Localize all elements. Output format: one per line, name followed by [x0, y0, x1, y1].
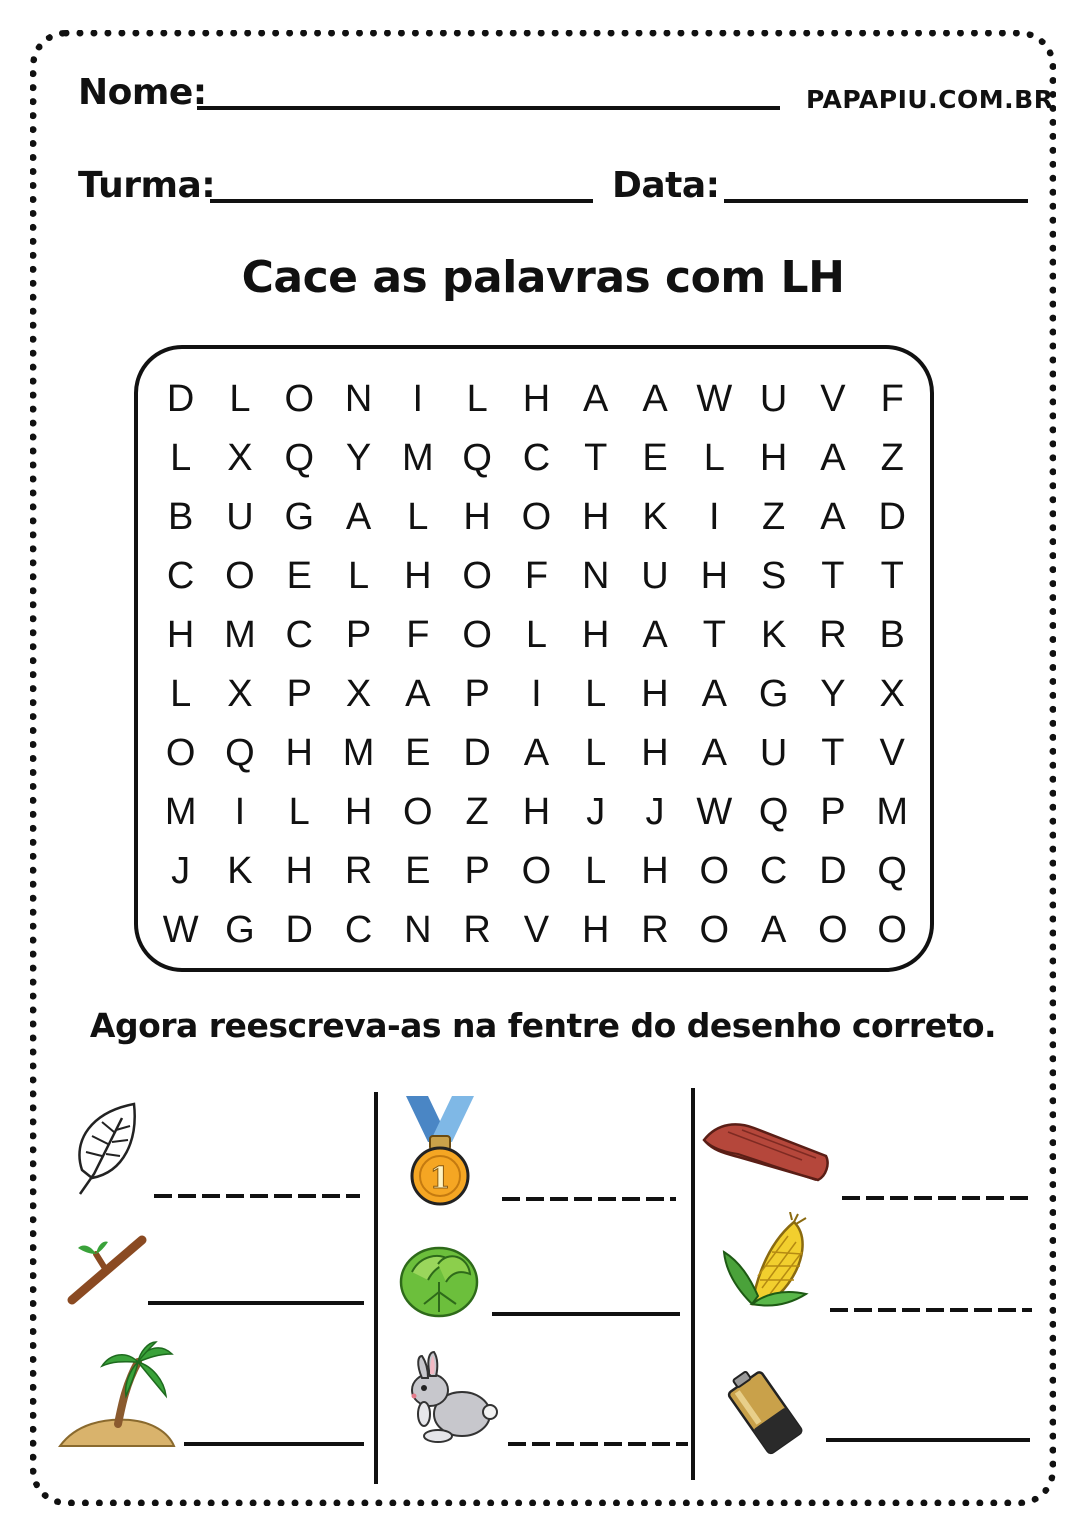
leaf-icon — [72, 1100, 144, 1196]
grid-letter[interactable]: N — [582, 555, 610, 597]
grid-letter[interactable]: O — [403, 791, 433, 833]
answer-blank-corn[interactable] — [830, 1308, 1032, 1312]
branch-icon — [66, 1232, 150, 1308]
grid-letter[interactable]: I — [412, 378, 424, 420]
grid-letter[interactable]: C — [285, 614, 313, 656]
grid-letter[interactable]: D — [285, 909, 313, 951]
grid-letter[interactable]: A — [701, 732, 727, 774]
grid-letter[interactable]: M — [402, 437, 434, 479]
grid-letter[interactable]: W — [696, 791, 733, 833]
grid-letter[interactable]: A — [820, 437, 846, 479]
answer-blank-leaf[interactable] — [154, 1194, 360, 1198]
grid-letter[interactable]: N — [404, 909, 432, 951]
grid-letter[interactable]: E — [286, 555, 312, 597]
grid-letter[interactable]: H — [759, 437, 788, 479]
grid-letter[interactable]: H — [641, 673, 669, 715]
grid-letter[interactable]: L — [585, 673, 607, 715]
grid-letter[interactable]: E — [405, 732, 431, 774]
corn-icon — [718, 1212, 814, 1316]
grid-letter[interactable]: U — [759, 378, 788, 420]
grid-letter[interactable]: L — [525, 614, 547, 656]
grid-letter[interactable]: D — [166, 378, 195, 420]
answer-blank-battery[interactable] — [826, 1438, 1030, 1442]
grid-letter[interactable]: Q — [758, 791, 789, 833]
grid-letter[interactable]: V — [523, 909, 550, 951]
name-field[interactable] — [197, 106, 780, 110]
grid-letter[interactable]: L — [170, 673, 192, 715]
grid-letter[interactable]: C — [344, 909, 373, 951]
grid-letter[interactable]: H — [700, 555, 729, 597]
grid-letter[interactable]: I — [709, 496, 720, 538]
grid-letter[interactable]: I — [234, 791, 246, 833]
grid-letter[interactable]: B — [167, 496, 194, 538]
instruction-text: Agora reescreva-as na fentre do desenho correto. — [89, 1006, 997, 1045]
grid-letter[interactable]: H — [463, 496, 491, 538]
grid-letter[interactable]: P — [286, 673, 312, 715]
grid-letter[interactable]: T — [702, 614, 726, 656]
grid-letter[interactable]: L — [585, 850, 607, 892]
grid-letter[interactable]: O — [699, 850, 730, 892]
grid-letter[interactable]: Z — [465, 791, 489, 833]
grid-letter[interactable]: F — [406, 614, 430, 656]
grid-letter[interactable]: G — [758, 673, 789, 715]
grid-letter[interactable]: O — [521, 496, 552, 538]
grid-letter[interactable]: M — [342, 732, 375, 774]
grid-letter[interactable]: X — [879, 673, 905, 715]
grid-letter[interactable]: K — [227, 850, 253, 892]
answer-blank-branch[interactable] — [148, 1301, 364, 1305]
rabbit-icon — [400, 1350, 498, 1448]
grid-letter[interactable]: C — [166, 555, 195, 597]
battery-icon — [722, 1366, 806, 1456]
grid-letter[interactable]: R — [819, 614, 847, 656]
site-logo-text: PAPAPIU.COM.BR — [806, 85, 1054, 114]
cabbage-icon — [398, 1242, 480, 1318]
grid-letter[interactable]: O — [225, 555, 255, 597]
grid-letter[interactable]: H — [404, 555, 432, 597]
grid-letter[interactable]: D — [878, 496, 906, 538]
grid-letter[interactable]: H — [285, 850, 313, 892]
grid-letter[interactable]: X — [227, 437, 253, 479]
grid-letter[interactable]: O — [284, 378, 315, 420]
grid-letter[interactable]: Z — [762, 496, 786, 538]
answer-blank-cabbage[interactable] — [492, 1312, 680, 1316]
grid-letter[interactable]: A — [642, 378, 668, 420]
grid-letter[interactable]: K — [760, 614, 787, 656]
grid-letter[interactable]: A — [405, 673, 431, 715]
grid-letter[interactable]: U — [759, 732, 788, 774]
grid-letter[interactable]: A — [760, 909, 787, 951]
grid-letter[interactable]: H — [166, 614, 195, 656]
grid-letter[interactable]: O — [818, 909, 848, 951]
grid-letter[interactable]: T — [584, 437, 608, 479]
grid-letter[interactable]: O — [462, 614, 492, 656]
grid-letter[interactable]: V — [879, 732, 905, 774]
grid-letter[interactable]: B — [879, 614, 905, 656]
grid-letter[interactable]: E — [642, 437, 668, 479]
grid-letter[interactable]: K — [642, 496, 668, 538]
grid-letter[interactable]: O — [462, 555, 492, 597]
answer-blank-medal[interactable] — [502, 1197, 676, 1201]
grid-letter[interactable]: C — [759, 850, 788, 892]
tile-icon — [698, 1118, 834, 1188]
grid-letter[interactable]: P — [464, 673, 490, 715]
grid-letter[interactable]: Z — [880, 437, 904, 479]
grid-letter[interactable]: N — [344, 378, 373, 420]
grid-letter[interactable]: R — [344, 850, 373, 892]
grid-letter[interactable]: A — [642, 614, 668, 656]
grid-letter[interactable]: H — [344, 791, 373, 833]
grid-letter[interactable]: E — [405, 850, 431, 892]
name-label: Nome: — [78, 72, 207, 113]
grid-letter[interactable]: Q — [877, 850, 907, 892]
grid-letter[interactable]: R — [641, 909, 669, 951]
grid-letter[interactable]: O — [877, 909, 907, 951]
grid-letter[interactable]: D — [819, 850, 847, 892]
answer-blank-island[interactable] — [184, 1442, 364, 1446]
date-label: Data: — [612, 165, 720, 206]
grid-letter[interactable]: H — [285, 732, 313, 774]
grid-letter[interactable]: J — [645, 791, 665, 833]
grid-letter[interactable]: A — [820, 496, 846, 538]
answer-blank-rabbit[interactable] — [508, 1442, 688, 1446]
column-divider-right — [691, 1088, 695, 1480]
grid-letter[interactable]: G — [225, 909, 255, 951]
grid-letter[interactable]: H — [522, 378, 551, 420]
date-field[interactable] — [724, 199, 1028, 203]
grid-letter[interactable]: F — [880, 378, 904, 420]
grid-letter[interactable]: D — [463, 732, 491, 774]
grid-letter[interactable]: Q — [225, 732, 255, 774]
grid-letter[interactable]: L — [466, 378, 488, 420]
grid-letter[interactable]: H — [641, 850, 669, 892]
grid-letter[interactable]: R — [463, 909, 491, 951]
grid-letter[interactable]: O — [165, 732, 196, 774]
grid-letter[interactable]: V — [820, 378, 846, 420]
grid-letter[interactable]: T — [821, 555, 845, 597]
grid-letter[interactable]: A — [583, 378, 609, 420]
grid-letter[interactable]: A — [701, 673, 727, 715]
grid-letter[interactable]: J — [586, 791, 606, 833]
word-search-grid — [151, 370, 921, 960]
grid-letter[interactable]: L — [170, 437, 192, 479]
grid-letter[interactable]: M — [164, 791, 197, 833]
grid-letter[interactable]: H — [582, 614, 610, 656]
grid-letter[interactable]: Y — [820, 673, 846, 715]
grid-letter[interactable]: O — [699, 909, 730, 951]
grid-letter[interactable]: L — [229, 378, 251, 420]
grid-letter[interactable]: P — [345, 614, 372, 656]
grid-letter[interactable]: M — [876, 791, 909, 833]
grid-letter[interactable]: L — [585, 732, 607, 774]
grid-letter[interactable]: L — [703, 437, 725, 479]
answer-blank-tile[interactable] — [842, 1196, 1028, 1200]
grid-letter[interactable]: H — [641, 732, 669, 774]
grid-letter[interactable]: C — [522, 437, 551, 479]
grid-letter[interactable]: O — [521, 850, 552, 892]
grid-letter[interactable]: P — [820, 791, 846, 833]
grid-letter[interactable]: P — [464, 850, 490, 892]
svg-text:1: 1 — [429, 1161, 451, 1196]
grid-letter[interactable]: Y — [345, 437, 372, 479]
page-title: Cace as palavras com LH — [241, 252, 845, 303]
grid-letter[interactable]: J — [171, 850, 191, 892]
island-palm-icon — [56, 1340, 180, 1452]
class-field[interactable] — [210, 199, 593, 203]
class-label: Turma: — [78, 165, 216, 206]
grid-letter[interactable]: T — [880, 555, 904, 597]
grid-letter[interactable]: X — [227, 673, 253, 715]
grid-letter[interactable]: L — [288, 791, 310, 833]
column-divider-left — [374, 1092, 378, 1484]
grid-letter[interactable]: T — [821, 732, 845, 774]
grid-letter[interactable]: U — [226, 496, 254, 538]
grid-letter[interactable]: H — [582, 496, 610, 538]
grid-letter[interactable]: L — [347, 555, 370, 597]
grid-letter[interactable]: I — [531, 673, 542, 715]
grid-letter[interactable]: H — [522, 791, 551, 833]
grid-letter[interactable]: Q — [462, 437, 492, 479]
grid-letter[interactable]: W — [162, 909, 199, 951]
grid-letter[interactable]: W — [696, 378, 733, 420]
grid-letter[interactable]: M — [224, 614, 256, 656]
grid-letter[interactable]: X — [345, 673, 372, 715]
grid-letter[interactable]: L — [407, 496, 429, 538]
grid-letter[interactable]: H — [582, 909, 610, 951]
grid-letter[interactable]: A — [345, 496, 372, 538]
grid-letter[interactable]: S — [760, 555, 787, 597]
grid-letter[interactable]: Q — [284, 437, 315, 479]
grid-letter[interactable]: U — [641, 555, 669, 597]
medal-icon — [398, 1092, 482, 1208]
grid-letter[interactable]: A — [523, 732, 550, 774]
grid-letter[interactable]: G — [284, 496, 315, 538]
grid-letter[interactable]: F — [524, 555, 549, 597]
